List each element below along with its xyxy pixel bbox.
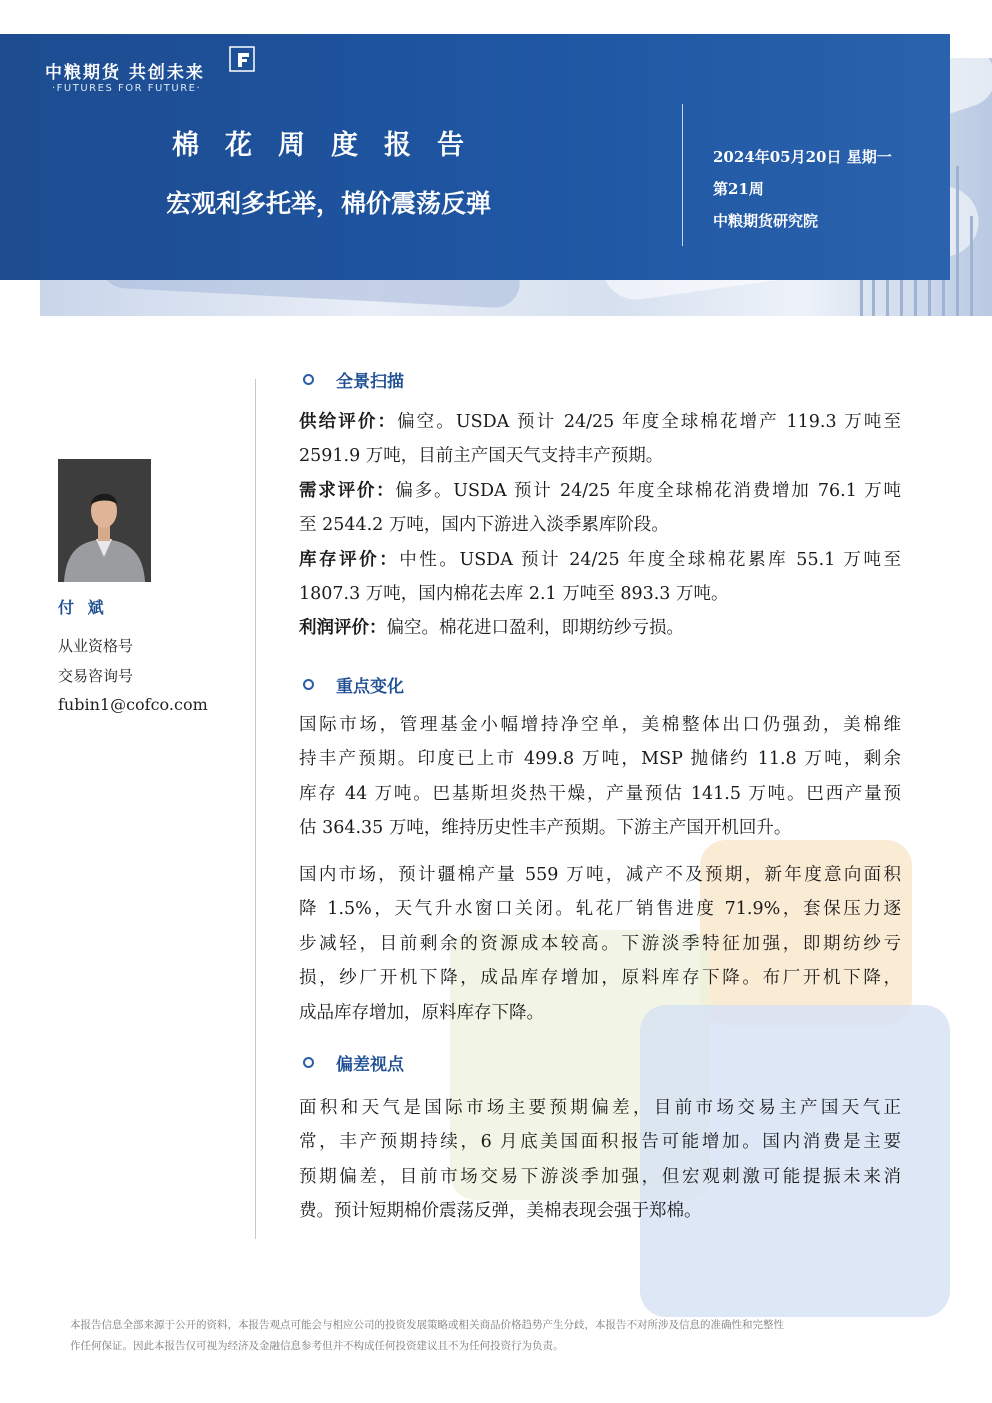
bullet-icon <box>303 1057 314 1068</box>
demand-line-2: 至 2544.2 万吨，国内下游进入淡季累库阶段。 <box>299 515 669 536</box>
supply-line-2: 2591.9 万吨，目前主产国天气支持丰产预期。 <box>299 446 664 467</box>
text-line: 降 1.5%，天气升水窗口关闭。轧花厂销售进度 71.9%，套保压力逐 <box>299 899 901 920</box>
qualification-label: 从业资格号 <box>58 637 134 655</box>
author-photo <box>58 459 151 582</box>
logo-mark-icon <box>229 46 255 72</box>
author-name: 付 斌 <box>58 598 108 617</box>
report-institute: 中粮期货研究院 <box>713 212 819 230</box>
disclaimer-line: 本报告信息全部来源于公开的资料，本报告观点可能会与相应公司的投资发展策略或相关商品价格趋势产生分歧，本报告不对所涉及信息的准确性和完整性 <box>70 1319 784 1331</box>
section-heading-overview: 全景扫描 <box>300 367 404 391</box>
report-week: 第21周 <box>713 180 764 198</box>
text-line: 持丰产预期。印度已上市 499.8 万吨，MSP 抛储约 11.8 万吨，剩余 <box>299 749 901 770</box>
text-line: 预期偏差，目前市场交易下游淡季加强，但宏观刺激可能提振未来消 <box>299 1166 901 1187</box>
bullet-icon <box>303 374 314 385</box>
changes-paragraph-international <box>299 708 901 846</box>
text-line: 国际市场，管理基金小幅增持净空单，美棉整体出口仍强劲，美棉维 <box>299 715 901 735</box>
text-line: 常，丰产预期持续，6 月底美国面积报告可能增加。国内消费是主要 <box>299 1132 901 1153</box>
stock-line-1: 库存评价：中性。USDA 预计 24/25 年度全球棉花累库 55.1 万吨至 <box>299 549 901 570</box>
section-heading-bias: 偏差视点 <box>300 1050 404 1074</box>
demand-line-1: 需求评价：偏多。USDA 预计 24/25 年度全球棉花消费增加 76.1 万吨 <box>299 480 901 501</box>
text-line: 国内市场，预计疆棉产量 559 万吨，减产不及预期，新年度意向面积 <box>299 865 901 885</box>
profit-line-1: 利润评价：偏空。棉花进口盈利，即期纺纱亏损。 <box>299 618 684 639</box>
text-line: 库存 44 万吨。巴基斯坦炎热干燥，产量预估 141.5 万吨。巴西产量预 <box>299 783 901 804</box>
text-line: 估 364.35 万吨，维持历史性丰产预期。下游主产国开机回升。 <box>299 818 792 839</box>
text-line: 费。预计短期棉价震荡反弹，美棉表现会强于郑棉。 <box>299 1201 702 1222</box>
report-title: 棉花周度报告 <box>172 130 490 161</box>
bullet-icon <box>303 679 314 690</box>
text-line: 面积和天气是国际市场主要预期偏差，目前市场交易主产国天气正 <box>299 1098 901 1118</box>
text-line: 损，纱厂开机下降，成品库存增加，原料库存下降。布厂开机下降， <box>299 968 901 989</box>
bias-paragraph <box>299 1091 901 1229</box>
supply-line-1: 供给评价：偏空。USDA 预计 24/25 年度全球棉花增产 119.3 万吨至 <box>299 412 902 432</box>
report-subtitle: 宏观利多托举，棉价震荡反弹 <box>166 189 492 218</box>
text-line: 步减轻，目前剩余的资源成本较高。下游淡季特征加强，即期纺纱亏 <box>299 933 901 954</box>
logo-text-cn: 中粮期货 共创未来 <box>45 63 205 83</box>
logo-text-en: ·FUTURES FOR FUTURE· <box>52 83 202 94</box>
column-divider <box>255 379 256 1239</box>
report-date: 2024年05月20日 星期一 <box>713 148 892 166</box>
text-line: 成品库存增加，原料库存下降。 <box>299 1002 544 1023</box>
header-divider <box>682 104 683 246</box>
section-heading-changes: 重点变化 <box>300 672 404 696</box>
disclaimer-line: 作任何保证。因此本报告仅可视为经济及金融信息参考但并不构成任何投资建议且不为任何投资行为负责。 <box>70 1340 564 1352</box>
stock-line-2: 1807.3 万吨，国内棉花去库 2.1 万吨至 893.3 万吨。 <box>299 584 729 605</box>
disclaimer <box>70 1315 930 1357</box>
changes-paragraph-domestic <box>299 858 901 1030</box>
author-email: fubin1@cofco.com <box>58 695 208 714</box>
overview-paragraph <box>299 405 901 646</box>
consult-label: 交易咨询号 <box>58 667 134 685</box>
